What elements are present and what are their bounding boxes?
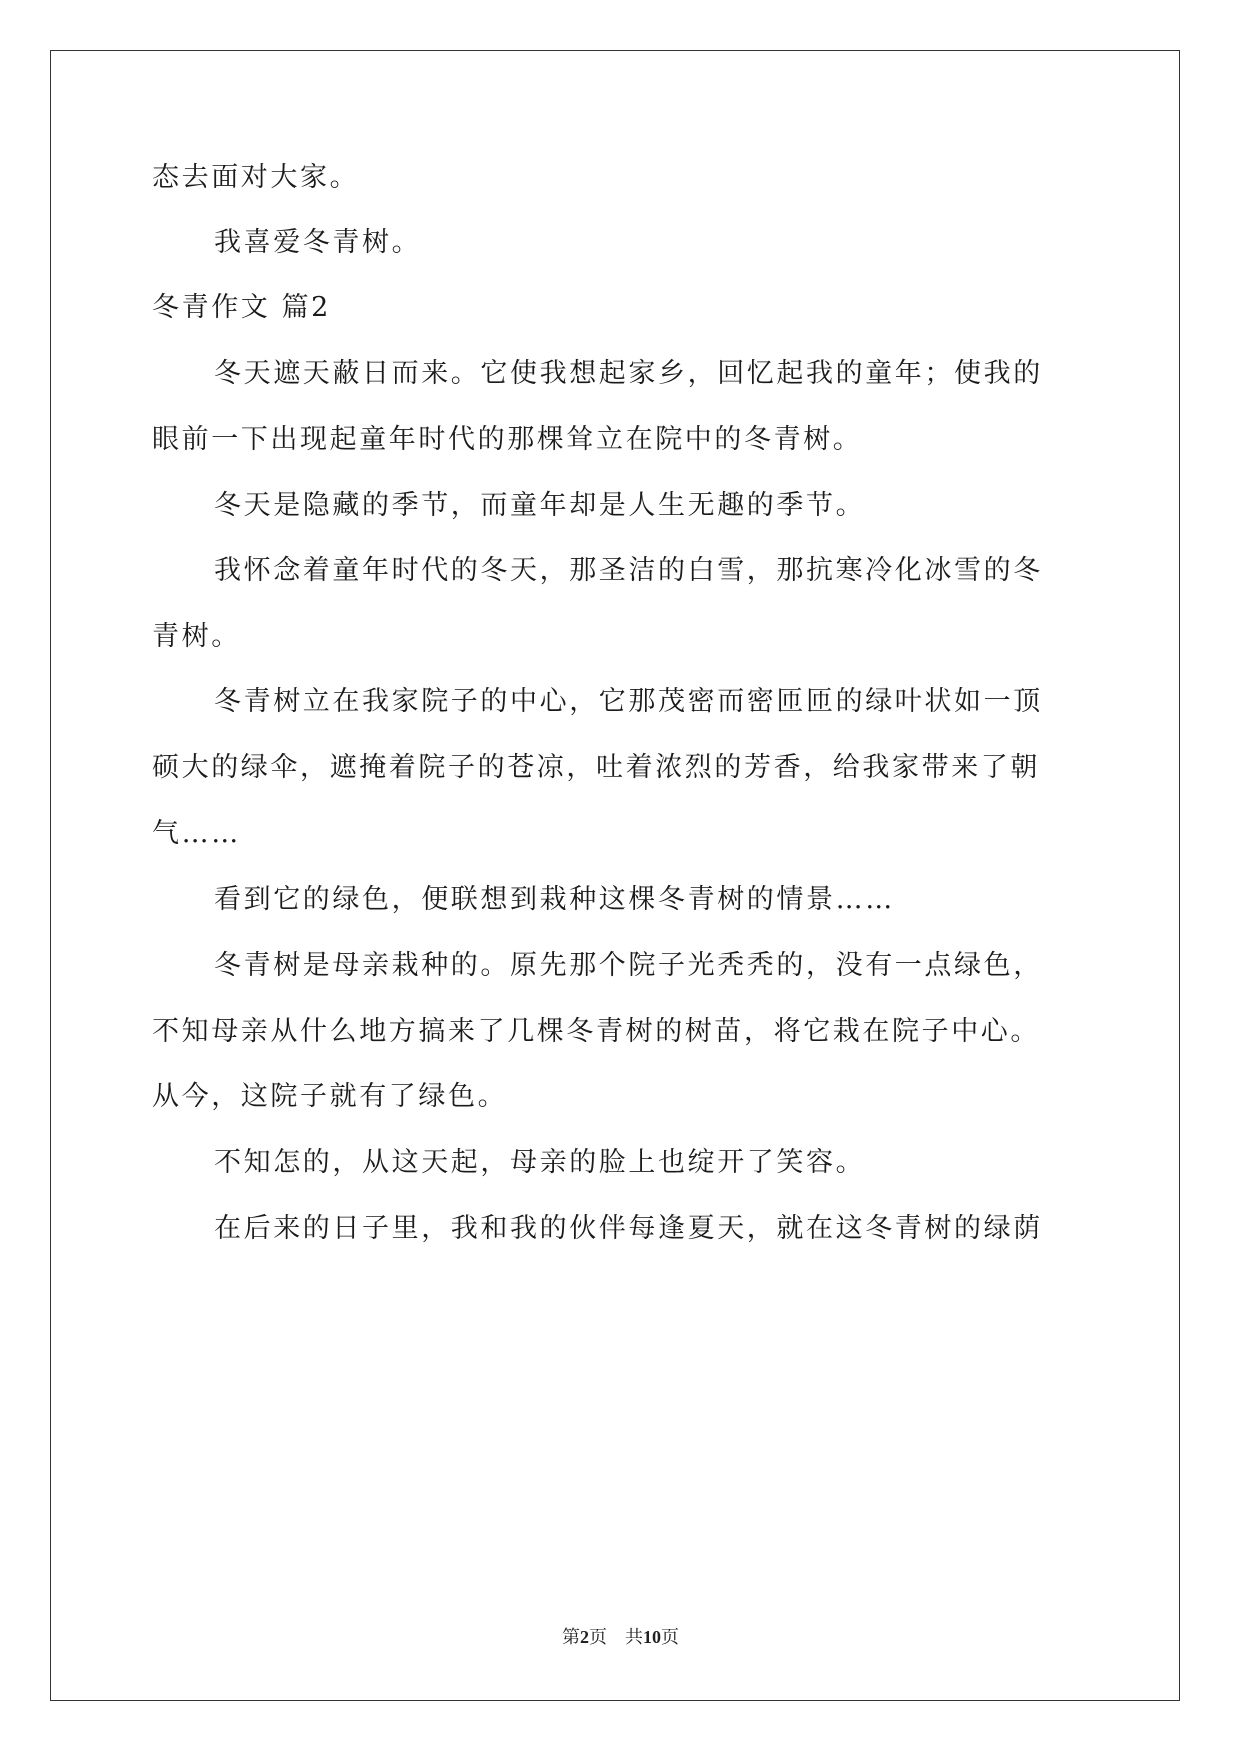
section-heading: 冬青作文 篇2 <box>152 292 331 323</box>
text-line: 从今，这院子就有了绿色。 <box>152 1081 508 1112</box>
text-line: 冬天是隐藏的季节，而童年却是人生无趣的季节。 <box>214 490 866 521</box>
text-line: 我怀念着童年时代的冬天，那圣洁的白雪，那抗寒冷化冰雪的冬 <box>214 555 1043 586</box>
text-line: 眼前一下出现起童年时代的那棵耸立在院中的冬青树。 <box>152 424 863 455</box>
total-pages-number: 10 <box>643 1627 661 1647</box>
page-footer <box>0 1625 1241 1649</box>
text-line: 态去面对大家。 <box>152 162 360 193</box>
text-line: 看到它的绿色，便联想到栽种这棵冬青树的情景…… <box>214 884 895 915</box>
text-line: 冬青树是母亲栽种的。原先那个院子光秃秃的，没有一点绿色， <box>214 950 1043 981</box>
text-line: 不知怎的，从这天起，母亲的脸上也绽开了笑容。 <box>214 1147 866 1178</box>
text-line: 冬青树立在我家院子的中心，它那茂密而密匝匝的绿叶状如一顶 <box>214 686 1043 717</box>
text-line: 气…… <box>152 818 241 849</box>
text-line: 我喜爱冬青树。 <box>214 227 422 258</box>
text-line: 不知母亲从什么地方搞来了几棵冬青树的树苗，将它栽在院子中心。 <box>152 1016 1040 1047</box>
footer-page-unit: 页 <box>589 1627 607 1647</box>
footer-total-unit: 页 <box>661 1627 679 1647</box>
text-line: 青树。 <box>152 621 241 652</box>
text-line: 在后来的日子里，我和我的伙伴每逢夏天，就在这冬青树的绿荫 <box>214 1213 1043 1244</box>
footer-prefix: 第 <box>562 1627 580 1647</box>
text-line: 冬天遮天蔽日而来。它使我想起家乡，回忆起我的童年；使我的 <box>214 358 1043 389</box>
footer-total-prefix: 共 <box>625 1627 643 1647</box>
current-page-number: 2 <box>580 1627 589 1647</box>
text-line: 硕大的绿伞，遮掩着院子的苍凉，吐着浓烈的芳香，给我家带来了朝 <box>152 752 1040 783</box>
